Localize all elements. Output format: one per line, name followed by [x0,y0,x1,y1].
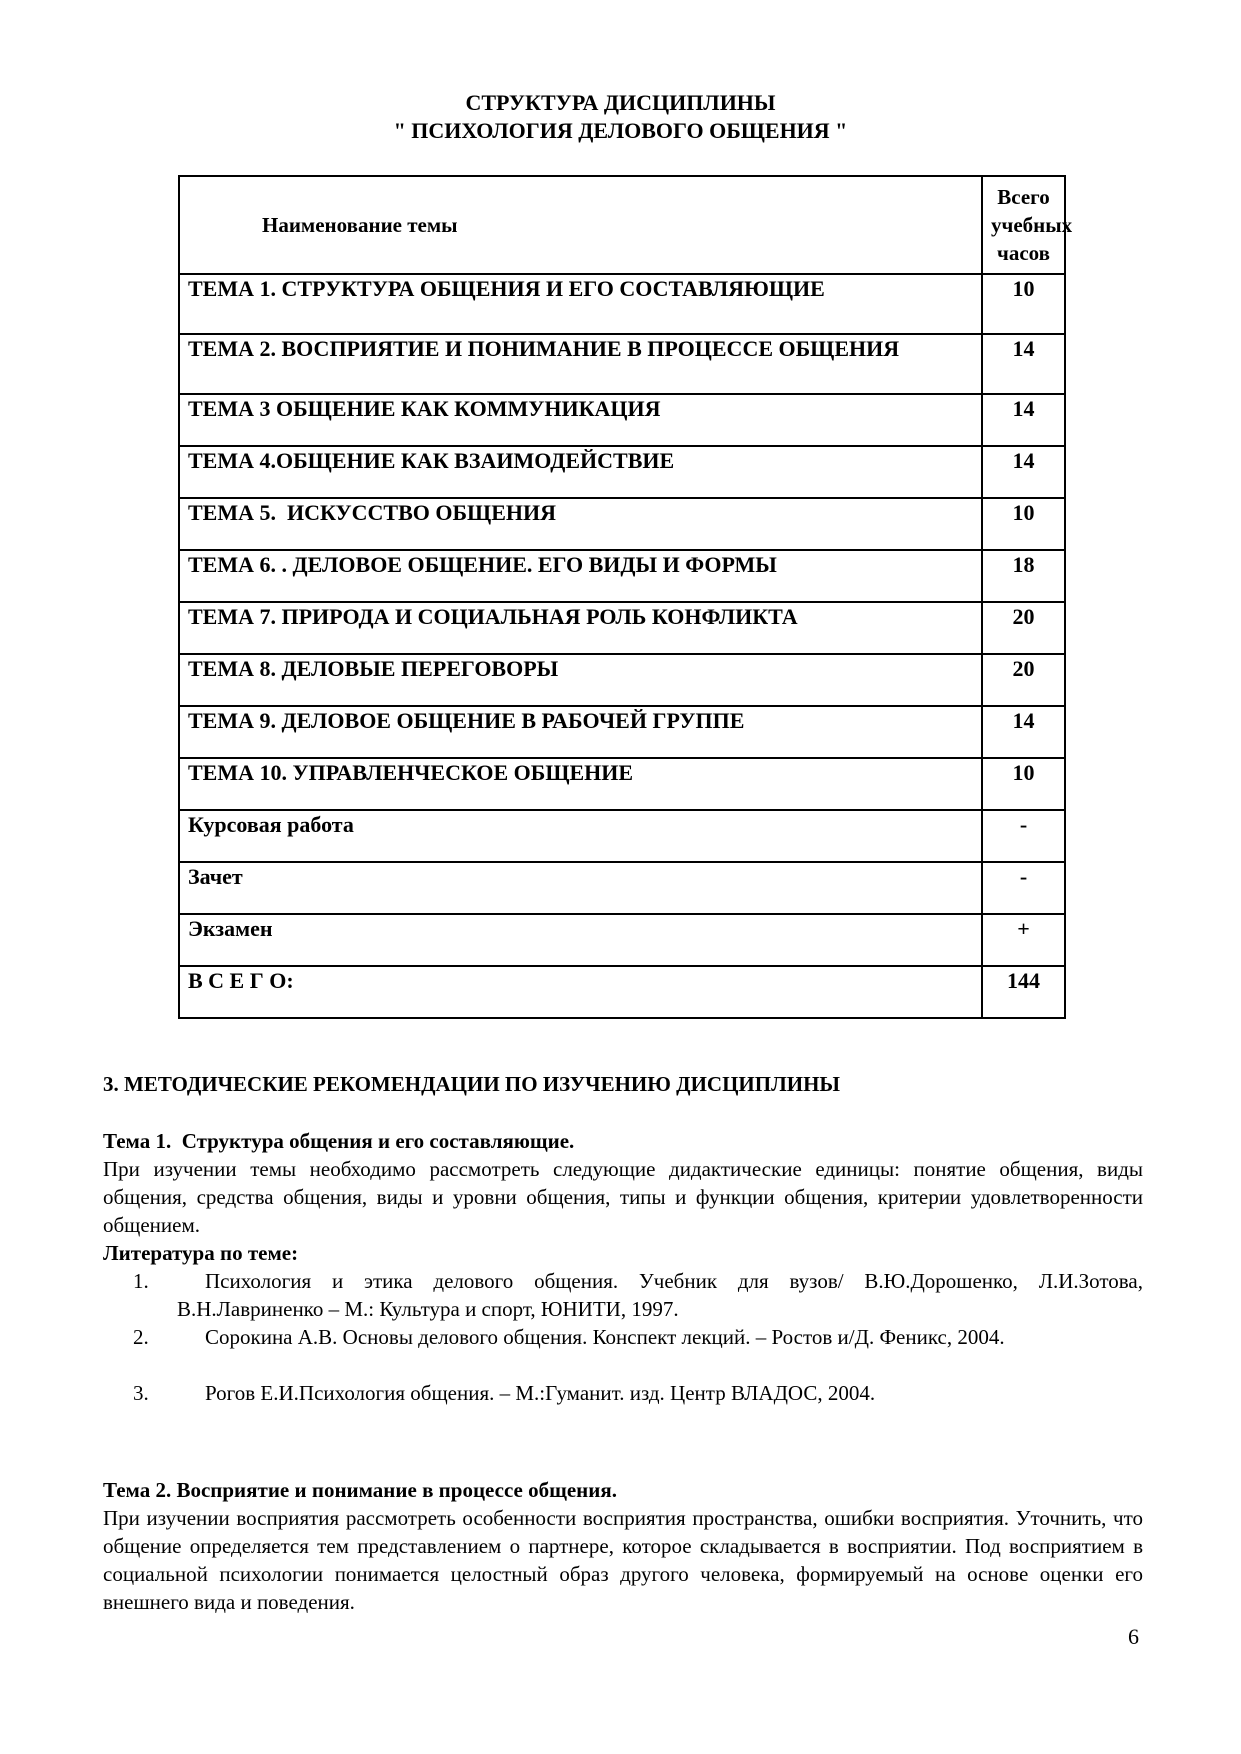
table-header-row [179,176,1065,274]
topic-cell: ТЕМА 4.ОБЩЕНИЕ КАК ВЗАИМОДЕЙСТВИЕ [179,446,982,498]
table-row [179,274,1065,334]
section-heading: 3. МЕТОДИЧЕСКИЕ РЕКОМЕНДАЦИИ ПО ИЗУЧЕНИЮ ДИСЦИПЛИНЫ [103,1072,841,1096]
topic-cell: В С Е Г О: [179,966,982,1018]
literature-number: 2. [133,1325,149,1349]
topic1-text: При изучении темы необходимо рассмотреть следующие дидактические единицы: понятие общения, виды общения, средства общения, виды и уровни общения, типы и функции общения, критерии удовлетворенности общением. [103,1157,1143,1237]
literature-number: 3. [133,1381,149,1405]
table-row [179,334,1065,394]
topic1-heading: Тема 1. Структура общения и его составляющие. [103,1129,575,1153]
table-row [179,654,1065,706]
hours-cell: 20 [982,654,1065,706]
doc-title-line2: " ПСИХОЛОГИЯ ДЕЛОВОГО ОБЩЕНИЯ " [393,118,848,143]
discipline-structure-table [178,175,1073,1019]
table-row [179,446,1065,498]
table-row [179,602,1065,654]
topic-cell: ТЕМА 7. ПРИРОДА И СОЦИАЛЬНАЯ РОЛЬ КОНФЛИКТА [179,602,982,654]
topic-cell: ТЕМА 5. ИСКУССТВО ОБЩЕНИЯ [179,498,982,550]
page-number: 6 [1128,1624,1139,1649]
table-row [179,914,1065,966]
hours-cell: 14 [982,446,1065,498]
table-row [179,498,1065,550]
doc-title-line1: СТРУКТУРА ДИСЦИПЛИНЫ [465,90,776,115]
hours-cell: 10 [982,274,1065,334]
hours-cell: 10 [982,758,1065,810]
hours-cell: 10 [982,498,1065,550]
header-hours-line: учебных [991,213,1073,237]
hours-cell: 20 [982,602,1065,654]
hours-cell: 14 [982,334,1065,394]
hours-cell: 14 [982,706,1065,758]
table-row [179,706,1065,758]
hours-cell: + [982,914,1065,966]
topic-cell: ТЕМА 2. ВОСПРИЯТИЕ И ПОНИМАНИЕ В ПРОЦЕССЕ ОБЩЕНИЯ [179,334,982,394]
topic2-heading: Тема 2. Восприятие и понимание в процессе общения. [103,1478,617,1502]
hours-cell: 14 [982,394,1065,446]
table-row [179,394,1065,446]
literature-text: Психология и этика делового общения. Учебник для вузов/ В.Ю.Дорошенко, Л.И.Зотова, В.Н.Лавриненко – М.: Культура и спорт, ЮНИТИ, 1997. [177,1269,1143,1321]
hours-cell: - [982,862,1065,914]
topic-cell: ТЕМА 6. . ДЕЛОВОЕ ОБЩЕНИЕ. ЕГО ВИДЫ И ФОРМЫ [179,550,982,602]
header-hours-line: часов [997,241,1050,265]
topic2-text: При изучении восприятия рассмотреть особенности восприятия пространства, ошибки восприятия. Уточнить, что общение определяется тем представлением о партнере, которое складывается в восприятии. Под восприятием в социальной психологии понимается целостный образ другого человека, формируемый на основе оценки его внешнего вида и поведения. [103,1506,1143,1614]
topic-cell: ТЕМА 9. ДЕЛОВОЕ ОБЩЕНИЕ В РАБОЧЕЙ ГРУППЕ [179,706,982,758]
table-row [179,550,1065,602]
hours-cell: - [982,810,1065,862]
literature-text: Сорокина А.В. Основы делового общения. Конспект лекций. – Ростов и/Д. Феникс, 2004. [205,1325,1005,1349]
table-row [179,810,1065,862]
topic-cell: ТЕМА 1. СТРУКТУРА ОБЩЕНИЯ И ЕГО СОСТАВЛЯЮЩИЕ [179,274,982,334]
literature-text: Рогов Е.И.Психология общения. – М.:Гуманит. изд. Центр ВЛАДОС, 2004. [205,1381,876,1405]
literature-number: 1. [133,1269,149,1293]
topic-cell: ТЕМА 8. ДЕЛОВЫЕ ПЕРЕГОВОРЫ [179,654,982,706]
table-row [179,758,1065,810]
table-row [179,862,1065,914]
literature-heading: Литература по теме: [103,1241,299,1265]
topic-cell: Зачет [179,862,982,914]
header-total-hours [982,176,1073,274]
topic-cell: Курсовая работа [179,810,982,862]
header-hours-line: Всего [997,185,1050,209]
topic-cell: ТЕМА 10. УПРАВЛЕНЧЕСКОЕ ОБЩЕНИЕ [179,758,982,810]
table-row-total [179,966,1065,1018]
hours-cell: 144 [982,966,1065,1018]
header-topic-name: Наименование темы [179,176,982,274]
hours-cell: 18 [982,550,1065,602]
topic-cell: Экзамен [179,914,982,966]
topic-cell: ТЕМА 3 ОБЩЕНИЕ КАК КОММУНИКАЦИЯ [179,394,982,446]
